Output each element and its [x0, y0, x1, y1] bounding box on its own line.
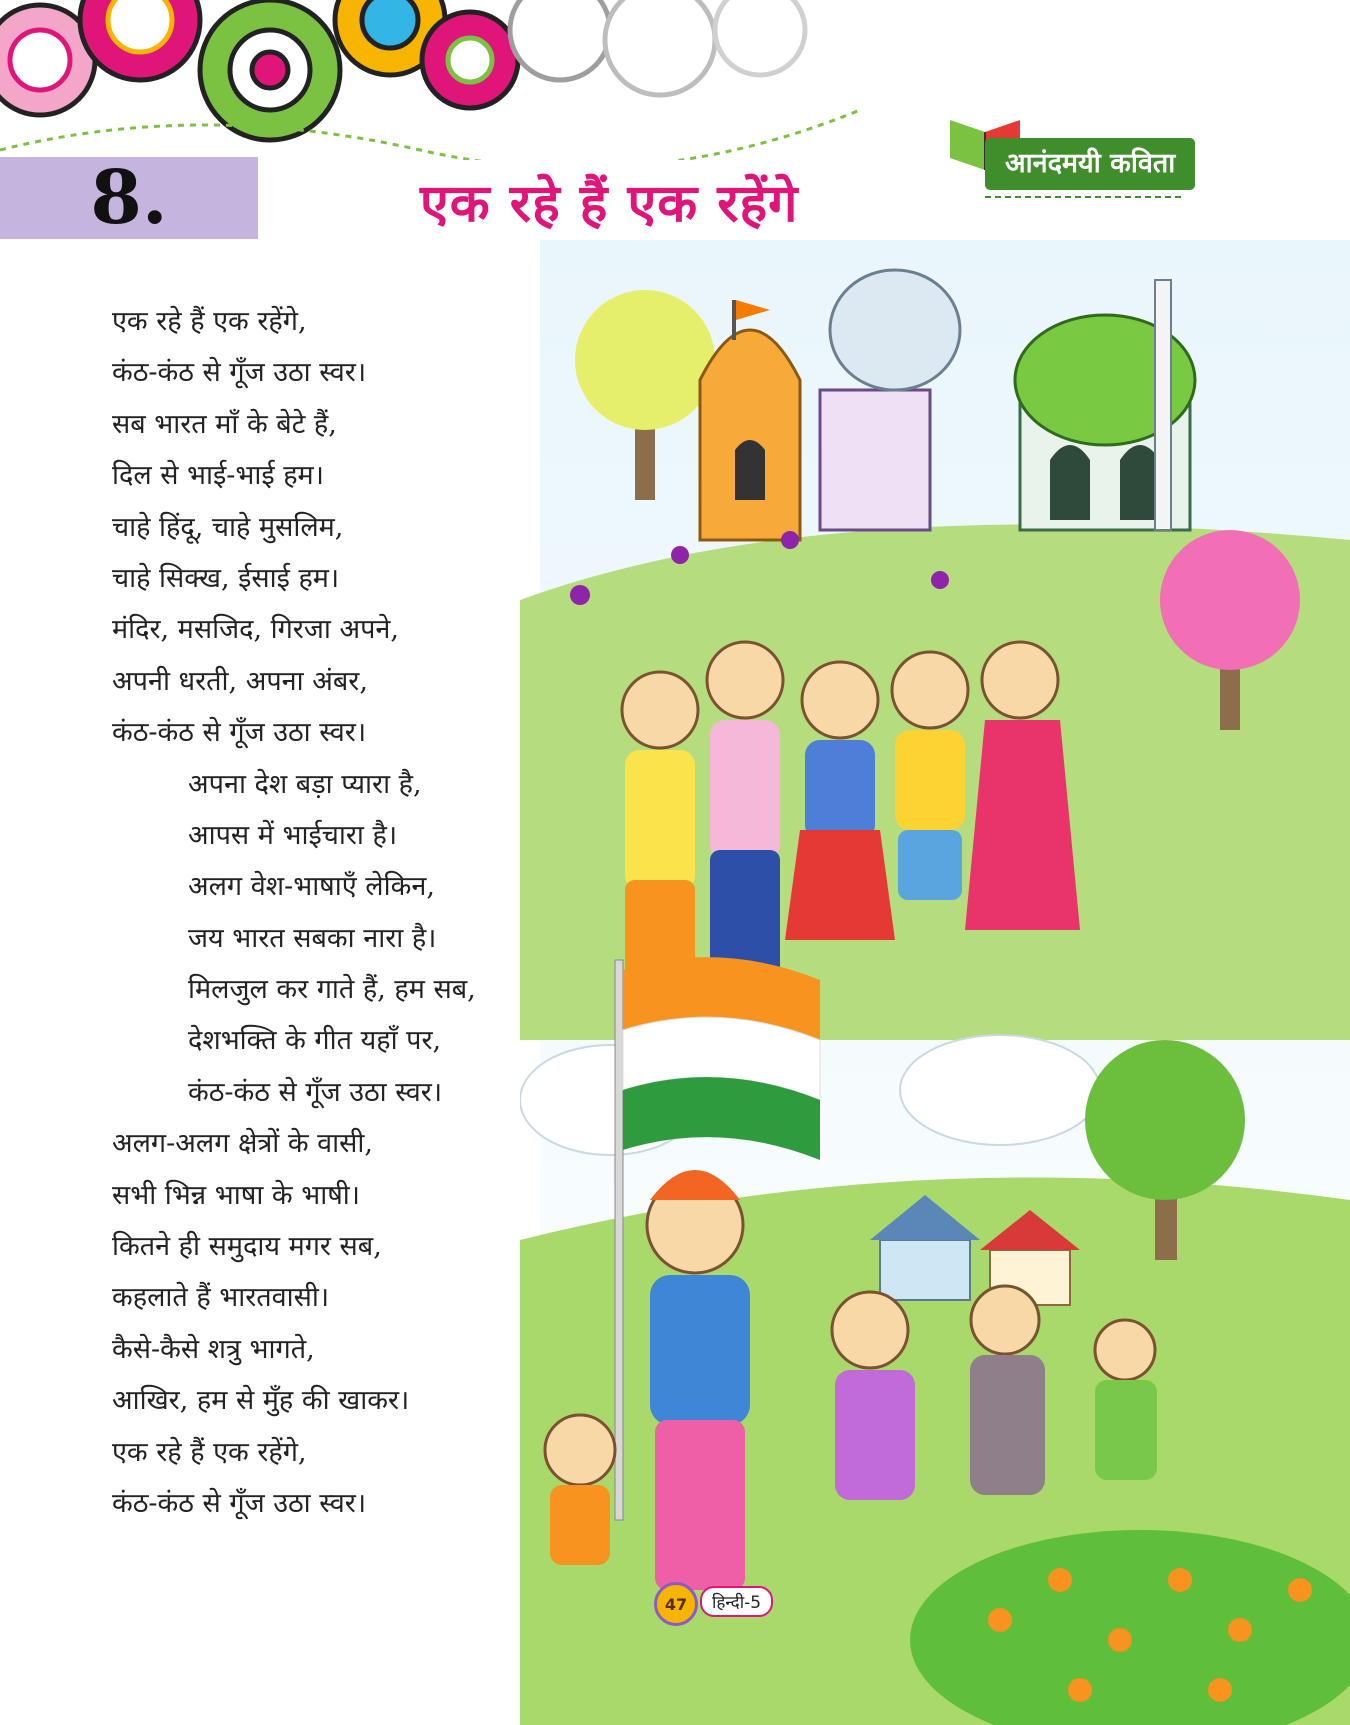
- poem-line: कंठ-कंठ से गूँज उठा स्वर।: [112, 717, 367, 749]
- poem-line: कैसे-कैसे शत्रु भागते,: [112, 1333, 315, 1365]
- poem-line: कहलाते हैं भारतवासी।: [112, 1282, 330, 1314]
- poem-line: आखिर, हम से मुँह की खाकर।: [112, 1385, 410, 1417]
- page-number: 47: [654, 1582, 698, 1626]
- poem-title: एक रहे हैं एक रहेंगे: [420, 174, 799, 234]
- poem-line: कंठ-कंठ से गूँज उठा स्वर।: [112, 357, 367, 389]
- poem-line: अलग-अलग क्षेत्रों के वासी,: [112, 1128, 373, 1160]
- poem-line: कितने ही समुदाय मगर सब,: [112, 1231, 382, 1263]
- poem-line: चाहे सिक्ख, ईसाई हम।: [112, 562, 340, 594]
- poem-line: सभी भिन्न भाषा के भाषी।: [112, 1179, 361, 1211]
- poem-line: अलग वेश-भाषाएँ लेकिन,: [188, 871, 435, 903]
- illustration-unity-scene: [520, 240, 1350, 1725]
- poem-line: दिल से भाई-भाई हम।: [112, 460, 324, 492]
- badge-underline: [985, 196, 1181, 198]
- book-name: हिन्दी-5: [700, 1586, 773, 1617]
- poem-line: देशभक्ति के गीत यहाँ पर,: [188, 1025, 442, 1057]
- page-footer: [630, 1572, 790, 1632]
- section-badge-label: आनंदमयी कविता: [985, 138, 1195, 190]
- poem-line: एक रहे हैं एक रहेंगे,: [112, 306, 307, 337]
- poem-line: कंठ-कंठ से गूँज उठा स्वर।: [112, 1487, 367, 1519]
- poem-line: सब भारत माँ के बेटे हैं,: [112, 408, 337, 440]
- poem-line: आपस में भाईचारा है।: [188, 819, 398, 851]
- gurudwara-dome: [830, 270, 960, 390]
- poem-line: जय भारत सबका नारा है।: [188, 922, 437, 954]
- decorative-swirl-header: [0, 0, 860, 160]
- chapter-number-box: [0, 157, 258, 239]
- chapter-number: 8.: [90, 155, 168, 241]
- poem-text: [112, 296, 476, 1529]
- poem-line: मंदिर, मसजिद, गिरजा अपने,: [112, 614, 399, 646]
- poem-line: अपनी धरती, अपना अंबर,: [112, 665, 368, 697]
- section-badge: [945, 110, 1245, 200]
- boy-with-flag: [647, 1170, 750, 1590]
- poem-line: कंठ-कंठ से गूँज उठा स्वर।: [188, 1076, 443, 1108]
- poem-line: मिलजुल कर गाते हैं, हम सब,: [188, 974, 476, 1006]
- poem-line: एक रहे हैं एक रहेंगे,: [112, 1436, 307, 1468]
- poem-line: अपना देश बड़ा प्यारा है,: [188, 768, 422, 800]
- poem-line: चाहे हिंदू, चाहे मुसलिम,: [112, 511, 344, 543]
